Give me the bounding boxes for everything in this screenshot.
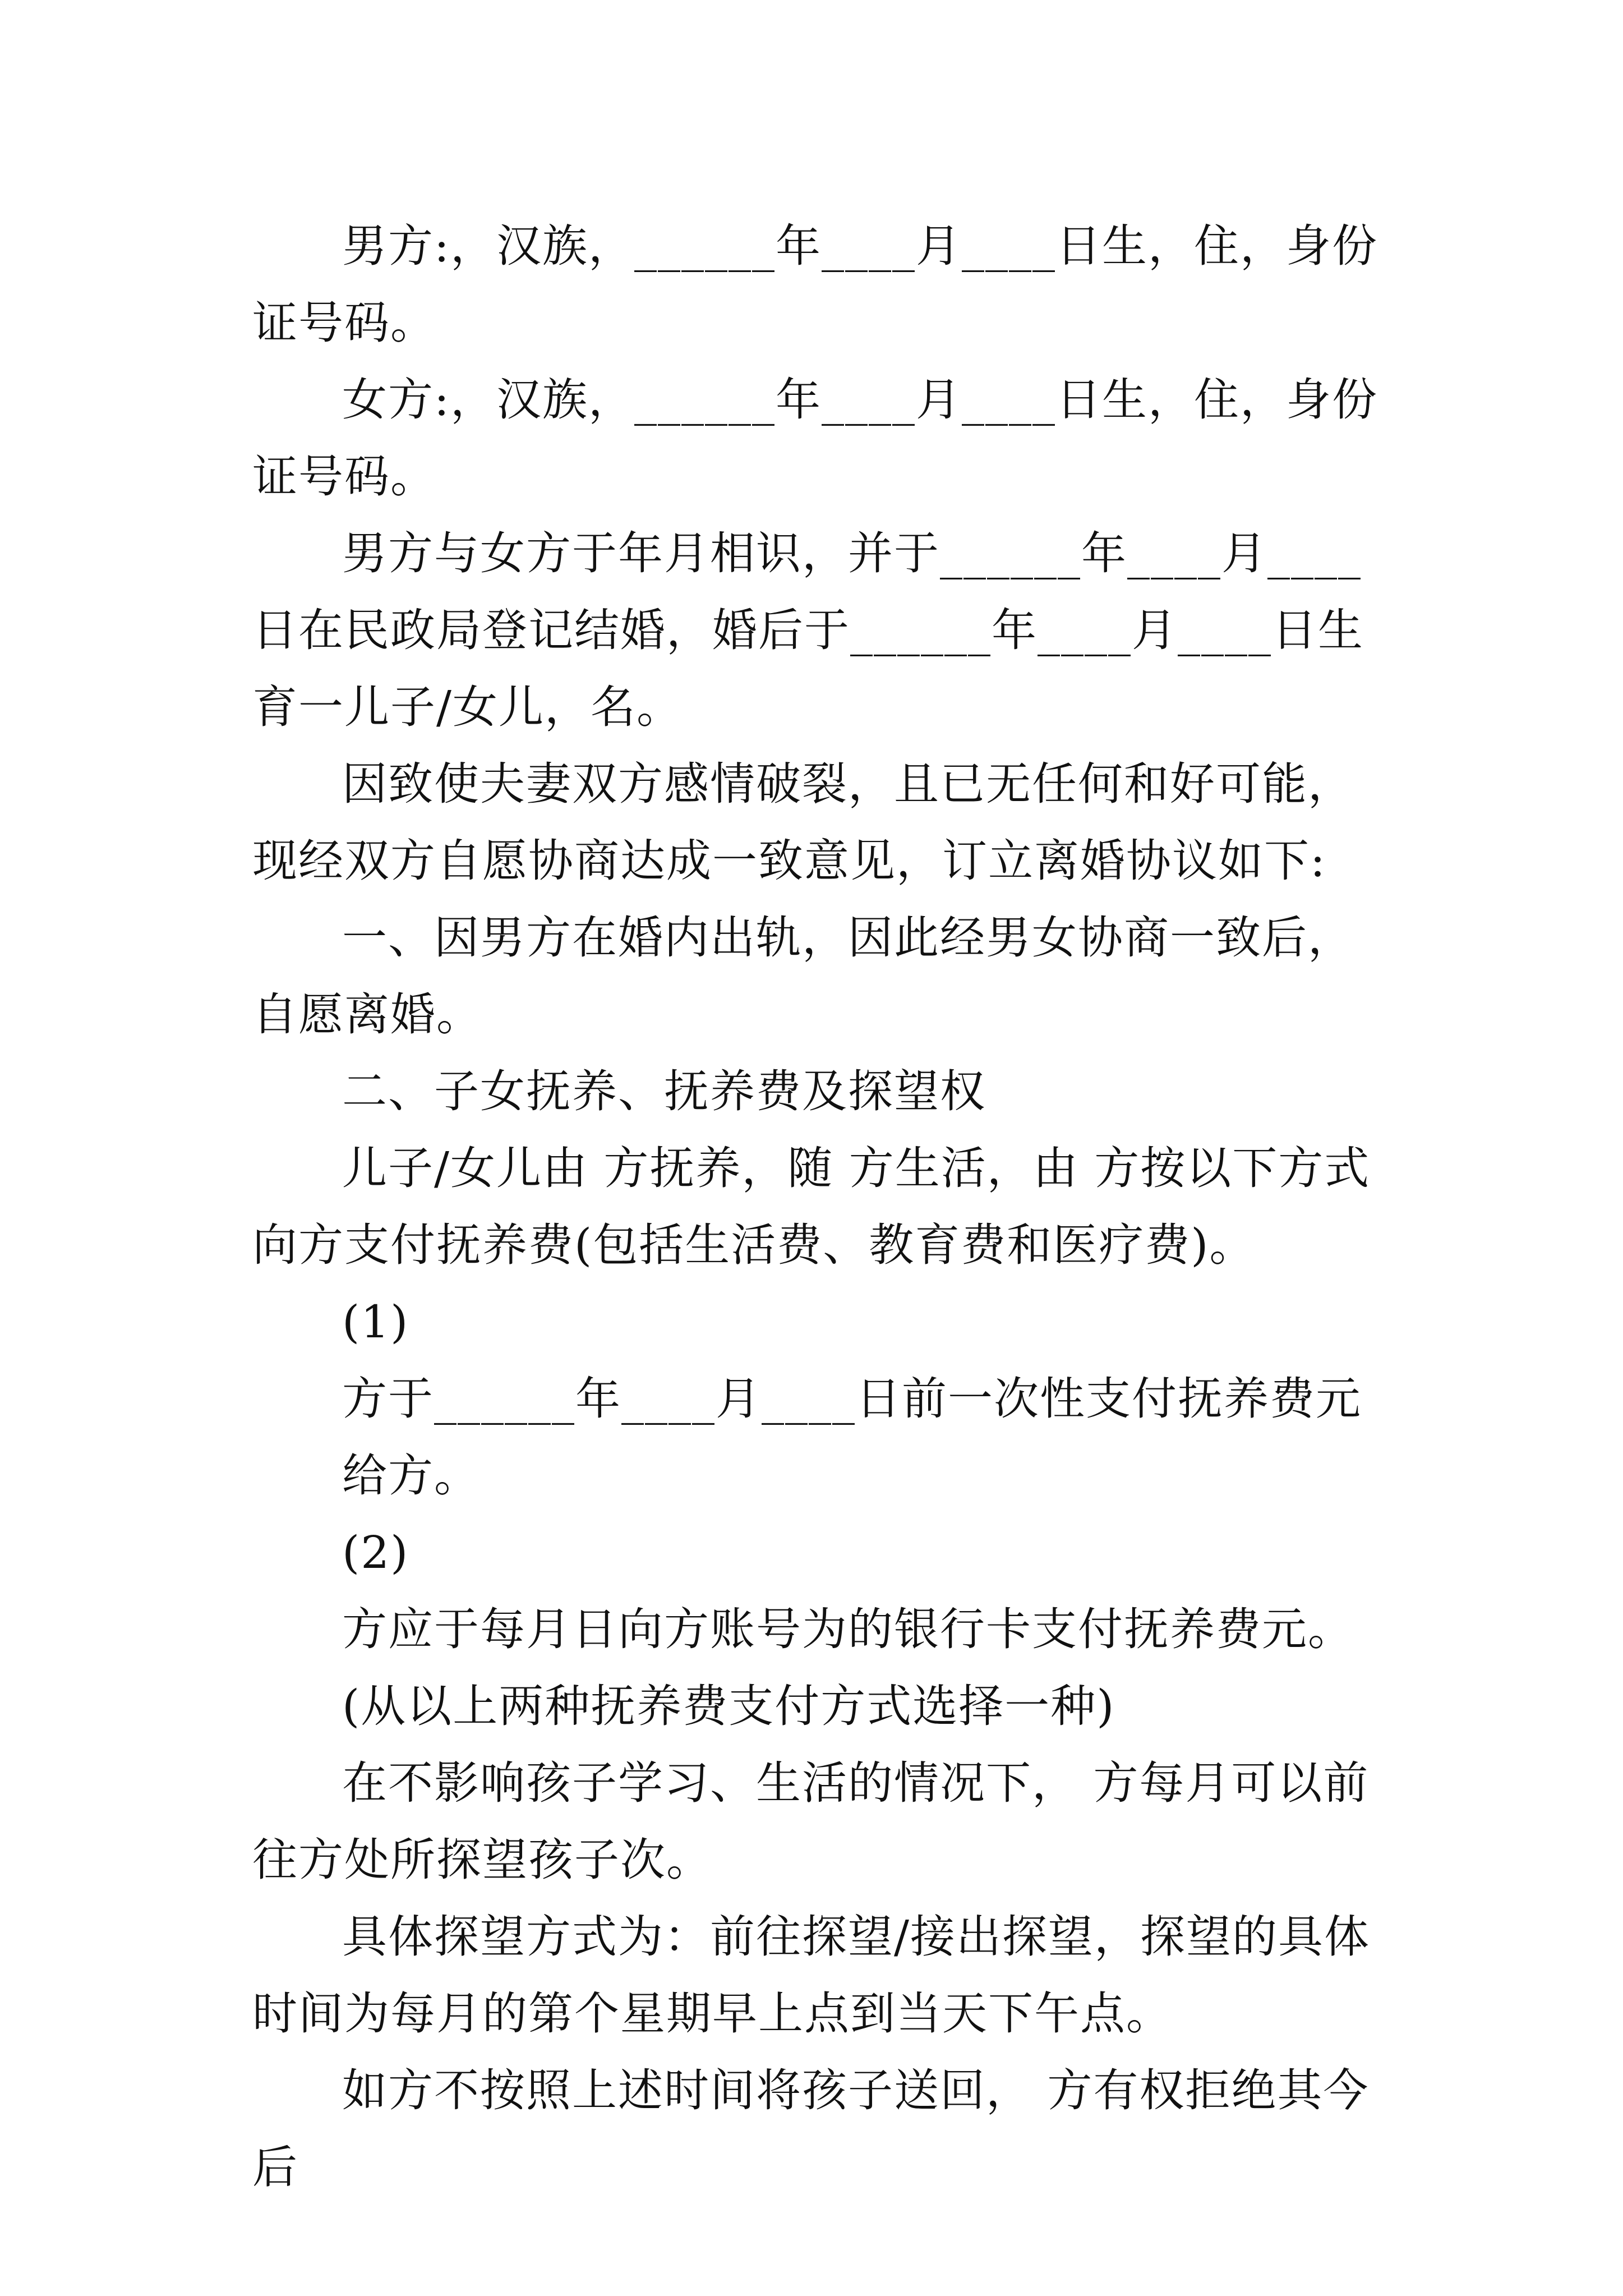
document-body: [252, 208, 1391, 2206]
paragraph-option-2-label: (2): [342, 1526, 409, 1579]
paragraph-visitation: 在不影响孩子学习、生活的情况下， 方每月可以前往方处所探望孩子次。: [252, 1757, 1370, 1886]
paragraph-option-1-label: (1): [342, 1296, 409, 1348]
paragraph-male-party: 男方:，汉族，______年____月____日生，住，身份证号码。: [252, 220, 1378, 349]
paragraph-reason: 因致使夫妻双方感情破裂，且已无任何和好可能，现经双方自愿协商达成一致意见，订立离婚协议如下:: [252, 758, 1354, 887]
paragraph-clause-one: 一、因男方在婚内出轨，因此经男女协商一致后，自愿离婚。: [252, 912, 1354, 1041]
paragraph-visitation-method: 具体探望方式为：前往探望/接出探望，探望的具体时间为每月的第个星期早上点到当天下午点。: [252, 1911, 1370, 2040]
paragraph-option-2: 方应于每月日向方账号为的银行卡支付抚养费元。: [342, 1603, 1354, 1655]
paragraph-female-party: 女方:，汉族，______年____月____日生，住，身份证号码。: [252, 374, 1378, 503]
paragraph-clause-two-heading: 二、子女抚养、抚养费及探望权: [342, 1065, 986, 1117]
paragraph-option-1: 方于______年____月____日前一次性支付抚养费元给方。: [342, 1373, 1362, 1502]
paragraph-return-clause: 如方不按照上述时间将孩子送回， 方有权拒绝其今后: [252, 2064, 1370, 2193]
paragraph-option-note: (从以上两种抚养费支付方式选择一种): [342, 1680, 1115, 1732]
paragraph-marriage-info: 男方与女方于年月相识，并于______年____月____日在民政局登记结婚，婚后于______年____月____日生育一儿子/女儿，名。: [252, 527, 1364, 733]
paragraph-custody: 儿子/女儿由 方抚养，随 方生活，由 方按以下方式向方支付抚养费(包括生活费、教育费和医疗费)。: [252, 1142, 1371, 1271]
